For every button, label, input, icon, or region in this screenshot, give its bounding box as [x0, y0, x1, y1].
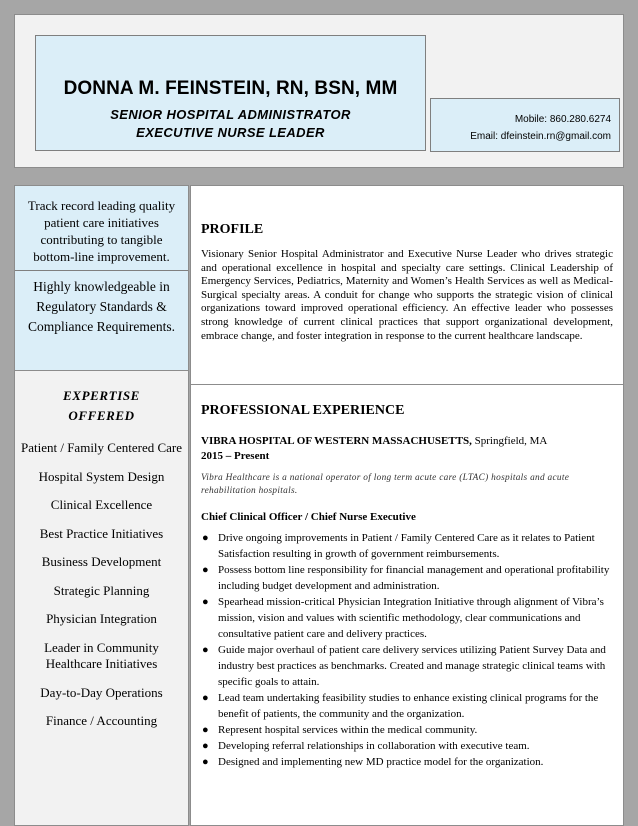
mobile-number: Mobile: 860.280.6274 — [514, 114, 611, 125]
experience-heading: PROFESSIONAL EXPERIENCE — [201, 403, 405, 418]
candidate-name: DONNA M. FEINSTEIN, RN, BSN, MM — [63, 78, 398, 99]
expertise-title-line-1: EXPERTISE — [63, 388, 140, 403]
summary-statement-1: Track record leading quality patient care initiatives contributing to tangible bottom-line improvement. — [27, 198, 176, 264]
profile-heading: PROFILE — [201, 222, 264, 237]
duty-text: Represent hospital services within the medical community. — [218, 724, 478, 736]
bullet-icon: ● — [202, 740, 209, 752]
bullet-icon: ● — [202, 596, 209, 608]
employer-block — [201, 434, 613, 464]
duty-item — [201, 530, 613, 562]
duty-text: Designed and implementing new MD practice model for the organization. — [218, 756, 544, 768]
expertise-item: Day-to-Day Operations — [40, 684, 163, 700]
employment-dates: 2015 – Present — [201, 450, 270, 462]
duty-item — [201, 594, 613, 642]
name-box — [35, 35, 426, 151]
duty-text: Guide major overhaul of patient care delivery services utilizing Patient Survey Data and industry best practices as benchmarks. Created and manage strategic clinical teams with specific goals to attain. — [218, 644, 606, 688]
employer-location: Springfield, MA — [471, 435, 548, 447]
expertise-list — [15, 440, 188, 730]
bullet-icon: ● — [202, 756, 209, 768]
email-address: Email: dfeinstein.rn@gmail.com — [470, 131, 611, 142]
duty-item — [201, 722, 613, 738]
duty-text: Spearhead mission-critical Physician Integration Initiative through alignment of Vibra’s mission, vision and values with scientific methodology, clear communications and consultative patient care and delivery practices. — [218, 596, 604, 640]
section-divider — [191, 384, 623, 385]
main-content — [190, 185, 624, 826]
title-line-1: SENIOR HOSPITAL ADMINISTRATOR — [110, 107, 351, 122]
expertise-title-line-2: OFFERED — [68, 408, 135, 423]
duty-item — [201, 642, 613, 690]
expertise-section — [15, 386, 188, 742]
expertise-item: Clinical Excellence — [50, 497, 153, 512]
contact-box — [430, 98, 620, 152]
expertise-item: Leader in Community Healthcare Initiatives — [44, 639, 159, 671]
job-role: Chief Clinical Officer / Chief Nurse Executive — [201, 511, 416, 523]
duty-text: Drive ongoing improvements in Patient / Family Centered Care as it relates to Patient Satisfaction resulting in growth of government reimbursements. — [218, 532, 595, 560]
profile-text: Visionary Senior Hospital Administrator and Executive Nurse Leader who drives strategic and operational excellence in hospital and specialty care settings. Clinical Leadership of Emergency Services, Pediatrics, Maternity and Women’s Health Services as well as Medical-Surgical specialty areas. A conduit for change who supports the strategic vision of clinical organizations toward improved operational efficiency. An effective leader who possesses strong knowledge of current clinical practices that support organizational development, embrace change, and foster integration in response to the current healthcare landscape. — [201, 248, 613, 342]
sidebar — [14, 185, 189, 826]
duty-item — [201, 738, 613, 754]
duties-list — [201, 530, 613, 770]
bullet-icon: ● — [202, 532, 209, 544]
title-line-2: EXECUTIVE NURSE LEADER — [136, 125, 325, 140]
duty-item — [201, 754, 613, 770]
duty-text: Lead team undertaking feasibility studies to enhance existing clinical programs for the benefit of patients, the community and the organization. — [218, 692, 599, 720]
summary-box — [15, 186, 188, 371]
employer-description: Vibra Healthcare is a national operator of long term acute care (LTAC) hospitals and acute rehabilitation hospitals. — [201, 473, 570, 496]
duty-text: Possess bottom line responsibility for financial management and operational profitability including budget development and administration. — [218, 564, 610, 592]
bullet-icon: ● — [202, 692, 209, 704]
bullet-icon: ● — [202, 644, 209, 656]
expertise-item: Physician Integration — [46, 611, 157, 626]
duty-item — [201, 690, 613, 722]
employer-name: VIBRA HOSPITAL OF WESTERN MASSACHUSETTS, — [201, 435, 472, 447]
summary-statement-2: Highly knowledgeable in Regulatory Standards & Compliance Requirements. — [28, 279, 175, 334]
expertise-item: Business Development — [41, 554, 162, 569]
expertise-title — [15, 386, 188, 426]
duty-item — [201, 562, 613, 594]
expertise-item: Strategic Planning — [53, 582, 150, 598]
bullet-icon: ● — [202, 564, 209, 576]
expertise-item: Patient / Family Centered Care — [20, 440, 182, 455]
header-panel — [14, 14, 624, 168]
expertise-item: Finance / Accounting — [45, 713, 158, 728]
expertise-item: Hospital System Design — [38, 468, 165, 484]
summary-divider — [15, 270, 188, 271]
expertise-item: Best Practice Initiatives — [39, 525, 164, 541]
candidate-titles — [36, 106, 425, 142]
bullet-icon: ● — [202, 724, 209, 736]
duty-text: Developing referral relationships in collaboration with executive team. — [218, 740, 530, 752]
